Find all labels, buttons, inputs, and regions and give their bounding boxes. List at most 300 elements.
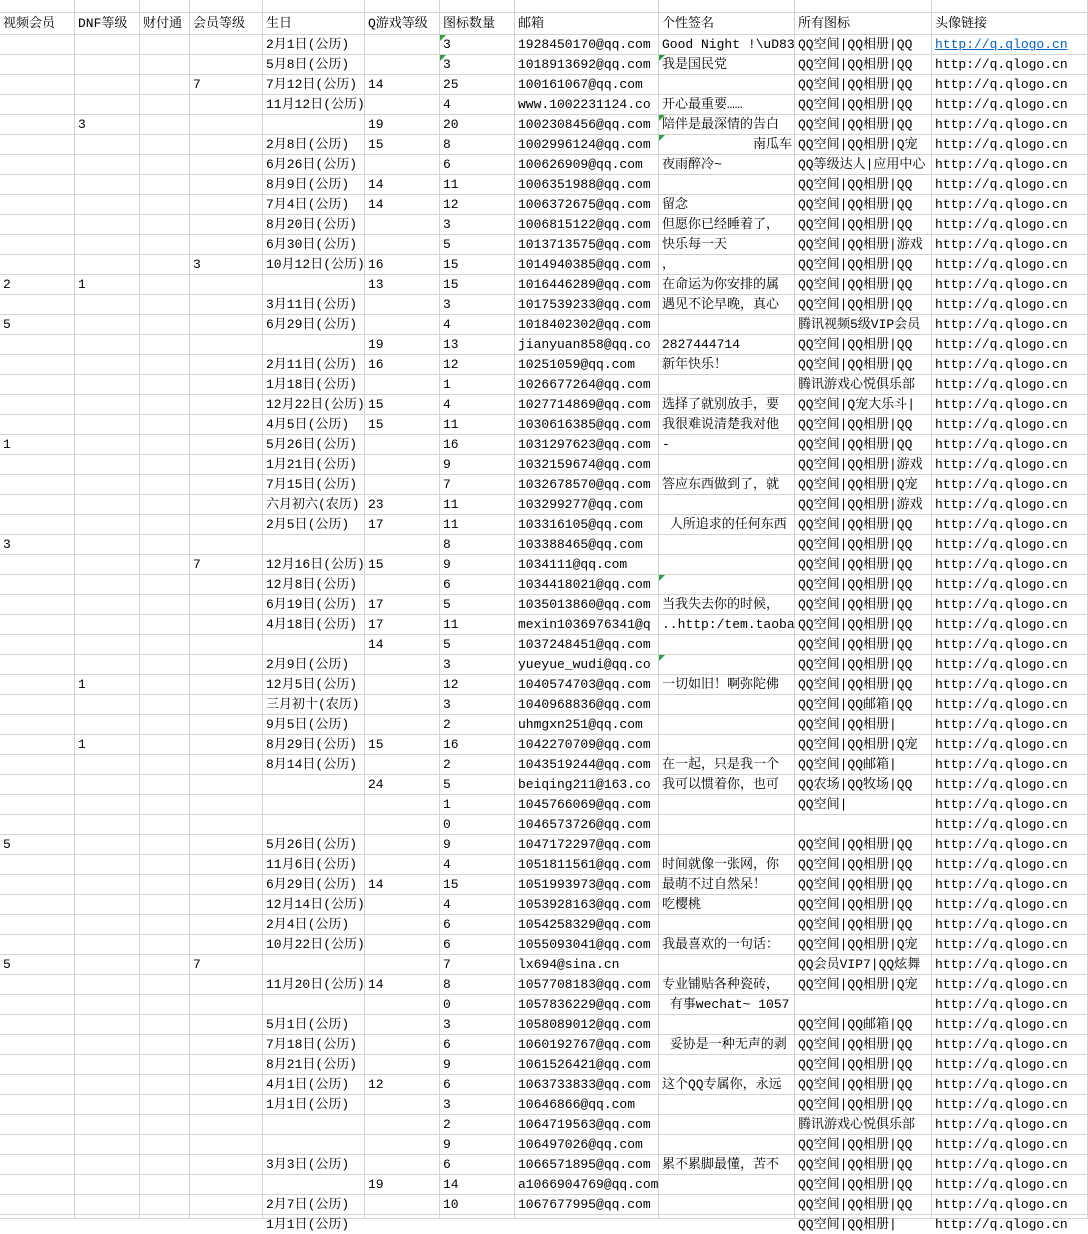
cell-cft[interactable]: [140, 255, 190, 275]
cell-vip[interactable]: [190, 735, 263, 755]
cell-ic[interactable]: 8: [440, 135, 515, 155]
cell-sig[interactable]: 一切如旧！啊弥陀佛: [659, 675, 795, 695]
cell-cft[interactable]: [140, 295, 190, 315]
cell-dnf[interactable]: [75, 1195, 140, 1215]
cell-link[interactable]: http://q.qlogo.cn: [932, 475, 1088, 495]
cell-dnf[interactable]: [75, 975, 140, 995]
cell-icons[interactable]: 腾讯游戏心悦俱乐部: [795, 1115, 932, 1135]
cell-vip[interactable]: [190, 535, 263, 555]
cell-icons[interactable]: QQ空间|QQ相册|游戏: [795, 455, 932, 475]
cell-icons[interactable]: QQ空间|QQ相册|QQ: [795, 615, 932, 635]
cell-em[interactable]: 1006372675@qq.com: [515, 195, 659, 215]
cell-v[interactable]: [0, 1115, 75, 1135]
cell-ic[interactable]: 1: [440, 375, 515, 395]
cell-em[interactable]: 1017539233@qq.com: [515, 295, 659, 315]
cell-ic[interactable]: 11: [440, 495, 515, 515]
column-header-sig[interactable]: 个性签名: [659, 13, 795, 35]
cell-qg[interactable]: [365, 235, 440, 255]
cell-bd[interactable]: 11月12日(公历): [263, 95, 365, 115]
cell-v[interactable]: [0, 855, 75, 875]
cell-vip[interactable]: [190, 195, 263, 215]
cell-cft[interactable]: [140, 695, 190, 715]
cell-v[interactable]: [0, 1055, 75, 1075]
cell-qg[interactable]: [365, 35, 440, 55]
cell-sig[interactable]: [659, 815, 795, 835]
cell-dnf[interactable]: [75, 695, 140, 715]
cell-cft[interactable]: [140, 55, 190, 75]
cell-vip[interactable]: [190, 815, 263, 835]
cell-cft[interactable]: [140, 1075, 190, 1095]
cell-cft[interactable]: [140, 455, 190, 475]
cell-vip[interactable]: [190, 1115, 263, 1135]
cell-icons[interactable]: QQ空间|QQ相册|QQ: [795, 75, 932, 95]
cell-em[interactable]: 1037248451@qq.com: [515, 635, 659, 655]
cell-bd[interactable]: 11月6日(公历): [263, 855, 365, 875]
cell-bd[interactable]: [263, 275, 365, 295]
cell-bd[interactable]: 6月30日(公历): [263, 235, 365, 255]
cell-link[interactable]: http://q.qlogo.cn: [932, 355, 1088, 375]
column-header-vip[interactable]: 会员等级: [190, 13, 263, 35]
cell-vip[interactable]: [190, 575, 263, 595]
cell-v[interactable]: [0, 575, 75, 595]
cell-link[interactable]: http://q.qlogo.cn: [932, 955, 1088, 975]
cell-link[interactable]: http://q.qlogo.cn: [932, 735, 1088, 755]
cell-bd[interactable]: 2月4日(公历): [263, 915, 365, 935]
cell-qg[interactable]: [365, 1015, 440, 1035]
cell-qg[interactable]: [365, 955, 440, 975]
cell-v[interactable]: [0, 395, 75, 415]
cell-cft[interactable]: [140, 135, 190, 155]
cell-em[interactable]: 1047172297@qq.com: [515, 835, 659, 855]
empty-cell[interactable]: [263, 0, 365, 13]
cell-dnf[interactable]: [75, 175, 140, 195]
cell-ic[interactable]: 12: [440, 675, 515, 695]
cell-icons[interactable]: QQ空间|QQ相册|QQ: [795, 175, 932, 195]
cell-icons[interactable]: QQ空间|QQ相册|QQ: [795, 515, 932, 535]
cell-vip[interactable]: [190, 515, 263, 535]
cell-v[interactable]: [0, 975, 75, 995]
cell-vip[interactable]: [190, 695, 263, 715]
cell-link[interactable]: http://q.qlogo.cn: [932, 555, 1088, 575]
cell-cft[interactable]: [140, 715, 190, 735]
cell-em[interactable]: 1055093041@qq.com: [515, 935, 659, 955]
cell-qg[interactable]: 14: [365, 175, 440, 195]
cell-cft[interactable]: [140, 315, 190, 335]
cell-link[interactable]: http://q.qlogo.cn: [932, 495, 1088, 515]
cell-sig[interactable]: [659, 655, 795, 675]
cell-qg[interactable]: [365, 1055, 440, 1075]
cell-em[interactable]: 1002308456@qq.com: [515, 115, 659, 135]
cell-cft[interactable]: [140, 435, 190, 455]
cell-icons[interactable]: QQ空间|QQ相册|QQ: [795, 1075, 932, 1095]
cell-bd[interactable]: [263, 795, 365, 815]
cell-ic[interactable]: 7: [440, 955, 515, 975]
cell-sig[interactable]: 这个QQ专属你，永远: [659, 1075, 795, 1095]
cell-em[interactable]: a1066904769@qq.com: [515, 1175, 659, 1195]
cell-vip[interactable]: [190, 295, 263, 315]
cell-ic[interactable]: 6: [440, 935, 515, 955]
cell-vip[interactable]: [190, 1055, 263, 1075]
cell-dnf[interactable]: [75, 1095, 140, 1115]
cell-sig[interactable]: [659, 495, 795, 515]
cell-v[interactable]: [0, 355, 75, 375]
cell-bd[interactable]: 6月29日(公历): [263, 875, 365, 895]
cell-cft[interactable]: [140, 795, 190, 815]
cell-icons[interactable]: QQ空间|QQ相册|QQ: [795, 895, 932, 915]
cell-sig[interactable]: [659, 1095, 795, 1115]
cell-cft[interactable]: [140, 615, 190, 635]
cell-icons[interactable]: QQ空间|QQ相册|QQ: [795, 1055, 932, 1075]
cell-vip[interactable]: [190, 975, 263, 995]
cell-vip[interactable]: [190, 1195, 263, 1215]
cell-sig[interactable]: 最萌不过自然呆！: [659, 875, 795, 895]
cell-dnf[interactable]: [75, 155, 140, 175]
cell-dnf[interactable]: [75, 435, 140, 455]
cell-link[interactable]: http://q.qlogo.cn: [932, 335, 1088, 355]
cell-vip[interactable]: [190, 175, 263, 195]
cell-link[interactable]: http://q.qlogo.cn: [932, 1135, 1088, 1155]
cell-sig[interactable]: [659, 575, 795, 595]
cell-qg[interactable]: [365, 835, 440, 855]
cell-v[interactable]: [0, 1015, 75, 1035]
cell-v[interactable]: [0, 295, 75, 315]
cell-sig[interactable]: [659, 795, 795, 815]
cell-ic[interactable]: 6: [440, 1155, 515, 1175]
cell-em[interactable]: 1058089012@qq.com: [515, 1015, 659, 1035]
cell-bd[interactable]: [263, 775, 365, 795]
cell-dnf[interactable]: [75, 1115, 140, 1135]
cell-bd[interactable]: 1月1日(公历): [263, 1095, 365, 1115]
cell-ic[interactable]: 6: [440, 915, 515, 935]
cell-ic[interactable]: 1: [440, 795, 515, 815]
cell-ic[interactable]: 3: [440, 215, 515, 235]
cell-bd[interactable]: 10月12日(公历): [263, 255, 365, 275]
cell-dnf[interactable]: [75, 875, 140, 895]
cell-em[interactable]: 1057836229@qq.com: [515, 995, 659, 1015]
cell-icons[interactable]: QQ空间|QQ相册|Q宠: [795, 975, 932, 995]
cell-sig[interactable]: Good Night !\uD83: [659, 35, 795, 55]
cell-ic[interactable]: 8: [440, 535, 515, 555]
cell-em[interactable]: 103299277@qq.com: [515, 495, 659, 515]
cell-vip[interactable]: [190, 1155, 263, 1175]
cell-ic[interactable]: 4: [440, 895, 515, 915]
cell-v[interactable]: [0, 1215, 75, 1219]
cell-em[interactable]: 1032159674@qq.com: [515, 455, 659, 475]
cell-link[interactable]: http://q.qlogo.cn: [932, 175, 1088, 195]
cell-icons[interactable]: QQ空间|QQ相册|QQ: [795, 655, 932, 675]
cell-ic[interactable]: 11: [440, 515, 515, 535]
cell-link[interactable]: http://q.qlogo.cn: [932, 395, 1088, 415]
cell-cft[interactable]: [140, 375, 190, 395]
cell-ic[interactable]: 11: [440, 615, 515, 635]
cell-em[interactable]: 1060192767@qq.com: [515, 1035, 659, 1055]
cell-ic[interactable]: 7: [440, 475, 515, 495]
cell-icons[interactable]: QQ空间|QQ相册|QQ: [795, 1155, 932, 1175]
cell-link[interactable]: http://q.qlogo.cn: [932, 815, 1088, 835]
cell-em[interactable]: mexin1036976341@q: [515, 615, 659, 635]
cell-v[interactable]: [0, 1135, 75, 1155]
cell-icons[interactable]: QQ空间|QQ相册|QQ: [795, 535, 932, 555]
cell-icons[interactable]: QQ空间|QQ相册|QQ: [795, 275, 932, 295]
cell-qg[interactable]: 14: [365, 875, 440, 895]
cell-link[interactable]: http://q.qlogo.cn: [932, 195, 1088, 215]
cell-link[interactable]: http://q.qlogo.cn: [932, 115, 1088, 135]
empty-cell[interactable]: [75, 0, 140, 13]
cell-ic[interactable]: 12: [440, 355, 515, 375]
cell-cft[interactable]: [140, 915, 190, 935]
cell-v[interactable]: [0, 615, 75, 635]
cell-bd[interactable]: 5月26日(公历): [263, 835, 365, 855]
cell-dnf[interactable]: [75, 795, 140, 815]
cell-qg[interactable]: [365, 55, 440, 75]
cell-ic[interactable]: 5: [440, 235, 515, 255]
cell-link[interactable]: http://q.qlogo.cn: [932, 135, 1088, 155]
cell-qg[interactable]: [365, 315, 440, 335]
cell-dnf[interactable]: [75, 1055, 140, 1075]
cell-link[interactable]: http://q.qlogo.cn: [932, 675, 1088, 695]
cell-qg[interactable]: [365, 155, 440, 175]
cell-icons[interactable]: QQ空间|QQ相册|Q宠: [795, 735, 932, 755]
cell-icons[interactable]: QQ空间|QQ相册|QQ: [795, 215, 932, 235]
cell-bd[interactable]: 7月15日(公历): [263, 475, 365, 495]
cell-dnf[interactable]: [75, 715, 140, 735]
cell-cft[interactable]: [140, 395, 190, 415]
cell-dnf[interactable]: [75, 595, 140, 615]
cell-qg[interactable]: [365, 95, 440, 115]
cell-cft[interactable]: [140, 1175, 190, 1195]
cell-ic[interactable]: 9: [440, 455, 515, 475]
cell-dnf[interactable]: [75, 755, 140, 775]
cell-bd[interactable]: [263, 815, 365, 835]
cell-ic[interactable]: [440, 1215, 515, 1219]
cell-vip[interactable]: [190, 935, 263, 955]
cell-v[interactable]: [0, 1035, 75, 1055]
cell-link[interactable]: http://q.qlogo.cn: [932, 995, 1088, 1015]
cell-icons[interactable]: QQ空间|QQ相册|QQ: [795, 435, 932, 455]
cell-icons[interactable]: QQ空间|QQ相册|: [795, 1215, 932, 1219]
cell-v[interactable]: [0, 115, 75, 135]
cell-v[interactable]: [0, 135, 75, 155]
cell-bd[interactable]: 8月9日(公历): [263, 175, 365, 195]
cell-vip[interactable]: 7: [190, 955, 263, 975]
cell-bd[interactable]: 4月18日(公历): [263, 615, 365, 635]
cell-cft[interactable]: [140, 1115, 190, 1135]
cell-v[interactable]: [0, 235, 75, 255]
cell-bd[interactable]: 2月9日(公历): [263, 655, 365, 675]
cell-vip[interactable]: [190, 55, 263, 75]
cell-bd[interactable]: [263, 535, 365, 555]
cell-v[interactable]: [0, 915, 75, 935]
cell-v[interactable]: [0, 1155, 75, 1175]
cell-bd[interactable]: 12月8日(公历): [263, 575, 365, 595]
cell-cft[interactable]: [140, 815, 190, 835]
cell-vip[interactable]: [190, 475, 263, 495]
cell-sig[interactable]: 答应东西做到了，就: [659, 475, 795, 495]
cell-dnf[interactable]: [75, 1155, 140, 1175]
cell-cft[interactable]: [140, 1035, 190, 1055]
cell-icons[interactable]: QQ空间|QQ相册|QQ: [795, 295, 932, 315]
cell-qg[interactable]: [365, 215, 440, 235]
cell-icons[interactable]: QQ空间|QQ相册|游戏: [795, 235, 932, 255]
cell-em[interactable]: 1057708183@qq.com: [515, 975, 659, 995]
cell-bd[interactable]: 8月29日(公历): [263, 735, 365, 755]
cell-cft[interactable]: [140, 335, 190, 355]
cell-vip[interactable]: [190, 95, 263, 115]
cell-cft[interactable]: [140, 855, 190, 875]
cell-dnf[interactable]: [75, 235, 140, 255]
cell-link[interactable]: http://q.qlogo.cn: [932, 75, 1088, 95]
cell-link[interactable]: http://q.qlogo.cn: [932, 215, 1088, 235]
cell-v[interactable]: 5: [0, 835, 75, 855]
cell-sig[interactable]: 我是国民党: [659, 55, 795, 75]
cell-em[interactable]: www.1002231124.co: [515, 95, 659, 115]
cell-vip[interactable]: [190, 855, 263, 875]
cell-vip[interactable]: [190, 395, 263, 415]
cell-v[interactable]: [0, 635, 75, 655]
cell-qg[interactable]: [365, 815, 440, 835]
cell-em[interactable]: 100161067@qq.com: [515, 75, 659, 95]
cell-v[interactable]: [0, 755, 75, 775]
cell-dnf[interactable]: [75, 895, 140, 915]
cell-bd[interactable]: 4月5日(公历): [263, 415, 365, 435]
cell-ic[interactable]: 4: [440, 315, 515, 335]
cell-sig[interactable]: 陪伴是最深情的告白: [659, 115, 795, 135]
cell-em[interactable]: 1046573726@qq.com: [515, 815, 659, 835]
cell-em[interactable]: 1043519244@qq.com: [515, 755, 659, 775]
cell-icons[interactable]: [795, 815, 932, 835]
cell-ic[interactable]: 4: [440, 855, 515, 875]
cell-vip[interactable]: [190, 795, 263, 815]
cell-bd[interactable]: 11月20日(公历): [263, 975, 365, 995]
cell-sig[interactable]: 有事wechat~ 1057: [659, 995, 795, 1015]
cell-sig[interactable]: 当我失去你的时候，: [659, 595, 795, 615]
cell-link[interactable]: http://q.qlogo.cn: [932, 375, 1088, 395]
cell-sig[interactable]: 我最喜欢的一句话：: [659, 935, 795, 955]
cell-bd[interactable]: 12月14日(公历): [263, 895, 365, 915]
cell-vip[interactable]: [190, 135, 263, 155]
cell-icons[interactable]: QQ空间|QQ相册|: [795, 715, 932, 735]
cell-cft[interactable]: [140, 675, 190, 695]
cell-bd[interactable]: [263, 335, 365, 355]
cell-cft[interactable]: [140, 415, 190, 435]
cell-ic[interactable]: 9: [440, 835, 515, 855]
cell-bd[interactable]: 2月5日(公历): [263, 515, 365, 535]
cell-vip[interactable]: 7: [190, 75, 263, 95]
cell-em[interactable]: lx694@sina.cn: [515, 955, 659, 975]
cell-link[interactable]: http://q.qlogo.cn: [932, 535, 1088, 555]
cell-em[interactable]: 1928450170@qq.com: [515, 35, 659, 55]
cell-qg[interactable]: [365, 675, 440, 695]
cell-vip[interactable]: [190, 215, 263, 235]
cell-v[interactable]: [0, 715, 75, 735]
cell-v[interactable]: [0, 795, 75, 815]
cell-v[interactable]: [0, 375, 75, 395]
cell-dnf[interactable]: [75, 915, 140, 935]
cell-sig[interactable]: ..http:/tem.taoba: [659, 615, 795, 635]
cell-bd[interactable]: 1月1日(公历): [263, 1215, 365, 1219]
cell-qg[interactable]: [365, 895, 440, 915]
cell-cft[interactable]: [140, 495, 190, 515]
cell-ic[interactable]: 25: [440, 75, 515, 95]
cell-em[interactable]: 1018913692@qq.com: [515, 55, 659, 75]
cell-cft[interactable]: [140, 1215, 190, 1219]
cell-bd[interactable]: 12月16日(公历): [263, 555, 365, 575]
cell-dnf[interactable]: [75, 935, 140, 955]
cell-em[interactable]: 1027714869@qq.com: [515, 395, 659, 415]
cell-link[interactable]: http://q.qlogo.cn: [932, 695, 1088, 715]
cell-cft[interactable]: [140, 235, 190, 255]
cell-dnf[interactable]: [75, 775, 140, 795]
cell-ic[interactable]: 12: [440, 195, 515, 215]
cell-sig[interactable]: [659, 1015, 795, 1035]
cell-v[interactable]: [0, 1195, 75, 1215]
cell-icons[interactable]: QQ空间|QQ相册|QQ: [795, 255, 932, 275]
empty-cell[interactable]: [190, 0, 263, 13]
cell-em[interactable]: 1053928163@qq.com: [515, 895, 659, 915]
cell-sig[interactable]: [659, 1115, 795, 1135]
cell-qg[interactable]: 14: [365, 75, 440, 95]
cell-v[interactable]: [0, 655, 75, 675]
cell-qg[interactable]: [365, 1135, 440, 1155]
cell-sig[interactable]: 吃樱桃: [659, 895, 795, 915]
empty-cell[interactable]: [140, 0, 190, 13]
cell-sig[interactable]: 快乐每一天: [659, 235, 795, 255]
cell-ic[interactable]: 16: [440, 435, 515, 455]
cell-em[interactable]: 1035013860@qq.com: [515, 595, 659, 615]
cell-qg[interactable]: 16: [365, 355, 440, 375]
cell-bd[interactable]: [263, 995, 365, 1015]
cell-link[interactable]: http://q.qlogo.cn: [932, 415, 1088, 435]
cell-bd[interactable]: 2月7日(公历): [263, 1195, 365, 1215]
cell-sig[interactable]: 但愿你已经睡着了，: [659, 215, 795, 235]
cell-em[interactable]: 1013713575@qq.com: [515, 235, 659, 255]
cell-em[interactable]: 10251059@qq.com: [515, 355, 659, 375]
cell-ic[interactable]: 3: [440, 295, 515, 315]
cell-qg[interactable]: 19: [365, 115, 440, 135]
cell-vip[interactable]: [190, 1215, 263, 1219]
cell-icons[interactable]: [795, 995, 932, 1015]
cell-vip[interactable]: [190, 595, 263, 615]
cell-link[interactable]: http://q.qlogo.cn: [932, 1035, 1088, 1055]
cell-em[interactable]: 1031297623@qq.com: [515, 435, 659, 455]
cell-ic[interactable]: 3: [440, 655, 515, 675]
cell-qg[interactable]: 15: [365, 395, 440, 415]
cell-cft[interactable]: [140, 595, 190, 615]
cell-sig[interactable]: [659, 735, 795, 755]
empty-cell[interactable]: [659, 0, 795, 13]
cell-vip[interactable]: [190, 235, 263, 255]
cell-bd[interactable]: 8月21日(公历): [263, 1055, 365, 1075]
cell-icons[interactable]: QQ空间|QQ相册|QQ: [795, 575, 932, 595]
cell-sig[interactable]: 我可以惯着你，也可: [659, 775, 795, 795]
cell-bd[interactable]: 6月19日(公历): [263, 595, 365, 615]
cell-vip[interactable]: [190, 415, 263, 435]
cell-icons[interactable]: QQ空间|QQ相册|游戏: [795, 495, 932, 515]
cell-v[interactable]: [0, 455, 75, 475]
cell-bd[interactable]: 5月1日(公历): [263, 1015, 365, 1035]
cell-dnf[interactable]: [75, 995, 140, 1015]
cell-em[interactable]: 1040574703@qq.com: [515, 675, 659, 695]
cell-bd[interactable]: 六月初六(农历): [263, 495, 365, 515]
cell-sig[interactable]: -: [659, 435, 795, 455]
cell-link[interactable]: http://q.qlogo.cn: [932, 235, 1088, 255]
column-header-ic[interactable]: 图标数量: [440, 13, 515, 35]
cell-sig[interactable]: [659, 175, 795, 195]
cell-v[interactable]: [0, 555, 75, 575]
cell-link[interactable]: http://q.qlogo.cn: [932, 775, 1088, 795]
cell-link[interactable]: http://q.qlogo.cn: [932, 155, 1088, 175]
empty-cell[interactable]: [440, 0, 515, 13]
